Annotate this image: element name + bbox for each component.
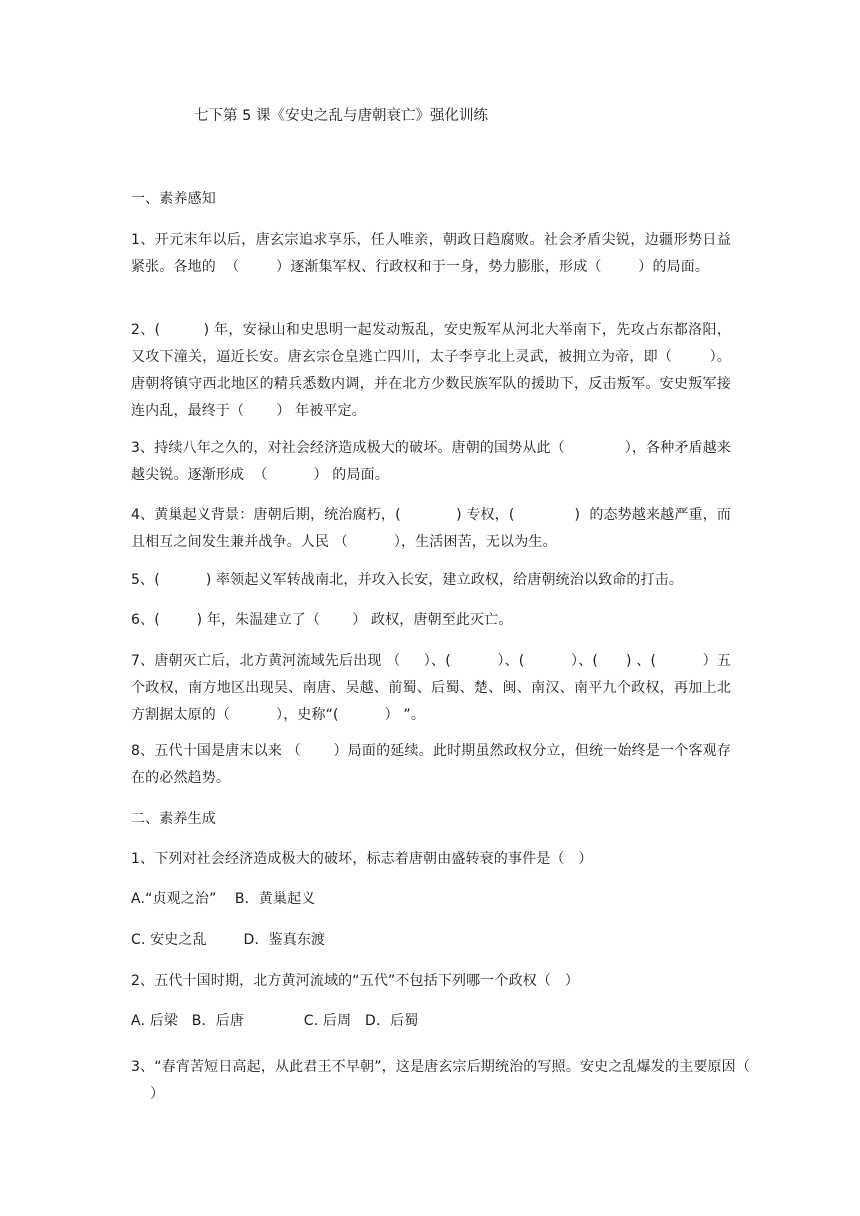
question-2-1: 1、下列对社会经济造成极大的破坏，标志着唐朝由盛转衰的事件是（ ）	[131, 851, 593, 867]
question-1-4: 4、黄巢起义背景：唐朝后期，统治腐朽，( ) 专权，( ) 的态势越来越严重，而且相互之间发生兼并战争。人民 （ ），生活困苦，无以为生。	[131, 507, 731, 550]
question-2-3: 3、“春宵苦短日高起，从此君王不早朝”，这是唐玄宗后期统治的写照。安史之乱爆发的主要原因（ ）	[131, 1059, 783, 1102]
question-1-7: 7、唐朝灭亡后，北方黄河流域先后出现 （ ）、( ）、( ）、( ) 、( ）五个政权，南方地区出现吴、南唐、吴越、前蜀、后蜀、楚、闽、南汉、南平九个政权，再加上北方割据太原的（ ），史称“( ） ”。	[131, 653, 731, 723]
question-2-2: 2、五代十国时期，北方黄河流域的“五代”不包括下列哪一个政权（ ）	[131, 973, 580, 989]
option-line: A.“贞观之治” B．黄巢起义	[131, 891, 316, 907]
question-1-3: 3、持续八年之久的，对社会经济造成极大的破坏。唐朝的国势从此（ ），各种矛盾越来越尖锐。逐渐形成 （ ） 的局面。	[131, 440, 731, 483]
question-1-8: 8、五代十国是唐末以来 （ ）局面的延续。此时期虽然政权分立，但统一始终是一个客观存在的必然趋势。	[131, 743, 731, 786]
question-1-2: 2、( ) 年，安禄山和史思明一起发动叛乱，安史叛军从河北大举南下，先攻占东都洛阳，又攻下潼关，逼近长安。唐玄宗仓皇逃亡四川，太子李亨北上灵武，被拥立为帝，即（ ）。唐朝将镇守西北地区的精兵悉数内调，并在北方少数民族军队的援助下，反击叛军。安史叛军接连内乱，最终于（ ） 年被平定。	[131, 322, 731, 419]
section-heading-2: 二、素养生成	[131, 811, 216, 827]
section-heading-1: 一、素养感知	[131, 191, 216, 207]
option-line: C. 安史之乱 D．鉴真东渡	[131, 932, 326, 948]
question-1-5: 5、( ) 率领起义军转战南北，并攻入长安，建立政权，给唐朝统治以致命的打击。	[131, 572, 683, 588]
document-title: 七下第 5 课《安史之乱与唐朝衰亡》强化训练	[194, 108, 488, 124]
question-1-1: 1、开元末年以后，唐玄宗追求享乐，任人唯亲，朝政日趋腐败。社会矛盾尖锐，边疆形势日益紧张。各地的 （ ）逐渐集军权、行政权和于一身，势力膨胀，形成（ ）的局面。	[131, 232, 731, 275]
option-line: A. 后梁 B．后唐 C. 后周 D．后蜀	[131, 1013, 419, 1029]
question-1-6: 6、( ) 年，朱温建立了（ ） 政权，唐朝至此灭亡。	[131, 612, 513, 628]
